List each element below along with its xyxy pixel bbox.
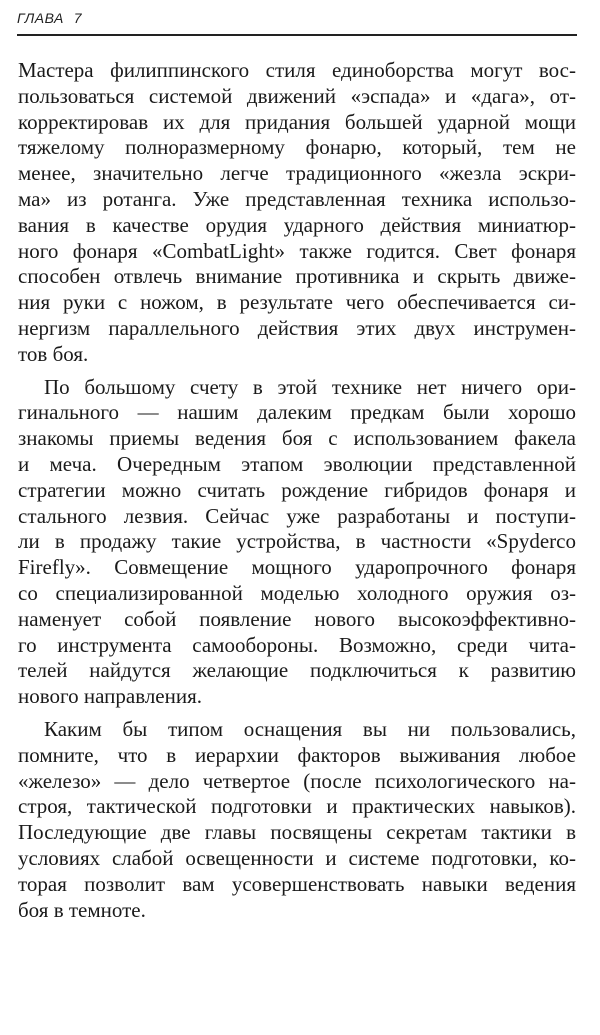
- text-line: со специализированной моделью холодного оружия оз-: [18, 580, 576, 605]
- text-line: корректировав их для придания большей ударной мощи: [18, 109, 576, 134]
- text-line: Мастера филиппинского стиля единоборства могут вос-: [18, 58, 576, 82]
- text-line: ли в продажу такие устройства, в частности «Spyderco: [18, 529, 576, 554]
- running-header: [17, 10, 577, 36]
- text-line: ма» из ротанга. Уже представленная техника использо-: [18, 186, 576, 211]
- text-line: Firefly». Совмещение мощного ударопрочного фонаря: [18, 555, 576, 580]
- text-line: го инструмента самообороны. Возможно, среди чита-: [18, 632, 576, 657]
- paragraph: [18, 375, 576, 710]
- text-line: боя в темноте.: [18, 897, 146, 922]
- text-line: менее, значительно легче традиционного «жезла эскри-: [18, 161, 576, 186]
- text-line: Каким бы типом оснащения вы ни пользовались,: [44, 716, 576, 741]
- text-line: ного фонаря «CombatLight» также годится. Свет фонаря: [18, 238, 576, 263]
- text-line: По большому счету в этой технике нет ничего ори-: [44, 374, 576, 399]
- text-line: наменует собой появление нового высокоэффективно-: [18, 606, 576, 631]
- text-line: стального лезвия. Сейчас уже разработаны и поступи-: [18, 503, 576, 528]
- page-body: [18, 58, 576, 930]
- text-line: торая позволит вам усовершенствовать навыки ведения: [18, 871, 576, 896]
- paragraph: [18, 717, 576, 923]
- text-line: строя, тактической подготовки и практических навыков).: [18, 794, 576, 819]
- text-line: ния руки с ножом, в результате чего обеспечивается си-: [18, 290, 576, 315]
- text-line: «железо» — дело четвертое (после психологического на-: [18, 768, 576, 793]
- text-line: стратегии можно считать рождение гибридов фонаря и: [18, 477, 576, 502]
- chapter-label: ГЛАВА: [17, 10, 64, 26]
- text-line: гинального — нашим далеким предкам были хорошо: [18, 400, 576, 425]
- text-line: телей найдутся желающие подключиться к развитию: [18, 658, 576, 683]
- text-line: Последующие две главы посвящены секретам тактики в: [18, 820, 576, 845]
- text-line: пользоваться системой движений «эспада» и «дага», от-: [18, 83, 576, 108]
- text-line: тяжелому полноразмерному фонарю, который, тем не: [18, 135, 576, 160]
- paragraph: [18, 58, 576, 368]
- text-line: способен отвлечь внимание противника и скрыть движе-: [18, 264, 576, 289]
- text-line: и меча. Очередным этапом эволюции представленной: [18, 451, 576, 476]
- text-line: вания в качестве орудия ударного действия миниатюр-: [18, 212, 576, 237]
- text-line: тов боя.: [18, 341, 89, 366]
- text-line: нергизм параллельного действия этих двух инструмен-: [18, 315, 576, 340]
- chapter-number: 7: [73, 10, 83, 26]
- text-line: знакомы приемы ведения боя с использованием факела: [18, 426, 576, 451]
- text-line: условиях слабой освещенности и системе подготовки, ко-: [18, 845, 576, 870]
- text-line: нового направления.: [18, 684, 203, 709]
- text-line: помните, что в иерархии факторов выживания любое: [18, 742, 576, 767]
